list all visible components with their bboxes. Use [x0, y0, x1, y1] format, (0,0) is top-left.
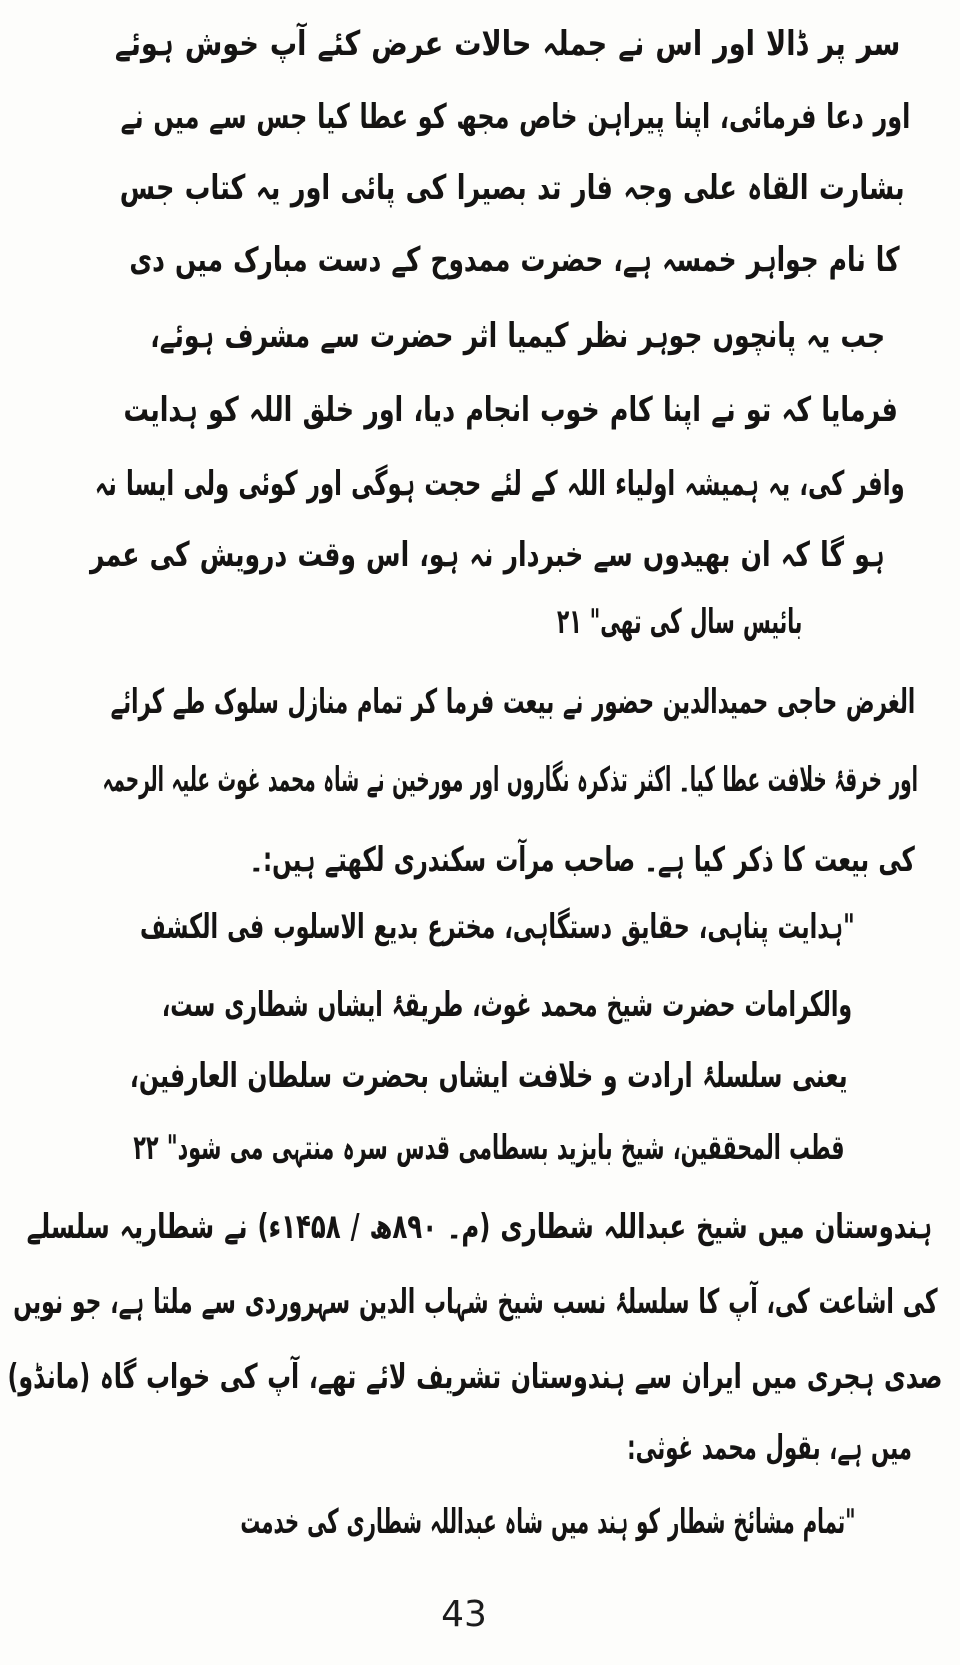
page-number: 43 — [441, 1594, 487, 1635]
text-line: یعنی سلسلۂ ارادت و خلافت ایشاں بحضرت سلطان العارفین، — [130, 1056, 848, 1096]
text-line: کی بیعت کا ذکر کیا ہے۔ صاحب مرآت سکندری لکھتے ہیں:۔ — [249, 840, 915, 880]
text-line: الغرض حاجی حمیدالدین حضور نے بیعت فرما کر تمام منازل سلوک طے کرائے — [110, 682, 915, 722]
text-line: صدی ہجری میں ایران سے ہندوستان تشریف لائے تھے، آپ کی خواب گاہ (مانڈو) — [7, 1357, 942, 1397]
text-line: اور خرقۂ خلافت عطا کیا۔ اکثر تذکرہ نگاروں اور مورخین نے شاہ محمد غوث علیہ الرحمہ — [102, 760, 918, 800]
text-line: ہندوستان میں شیخ عبداللہ شطاری (م۔ ۸۹۰ھ / ۱۴۵۸ء) نے شطاریہ سلسلے — [26, 1207, 932, 1247]
text-line: کا نام جواہر خمسہ ہے، حضرت ممدوح کے دست مبارک میں دی — [129, 240, 900, 280]
text-line: بائیس سال کی تھی" ۲۱ — [556, 602, 802, 642]
text-line: اور دعا فرمائی، اپنا پیراہن خاص مجھ کو عطا کیا جس سے میں نے — [120, 97, 910, 137]
text-line: ہو گا کہ ان بھیدوں سے خبردار نہ ہو، اس وقت درویش کی عمر — [90, 535, 885, 575]
text-line: بشارت القاہ علی وجہ فار تد بصیرا کی پائی اور یہ کتاب جس — [120, 168, 905, 208]
text-line: وافر کی، یہ ہمیشہ اولیاء اللہ کے لئے حجت ہوگی اور کوئی ولی ایسا نہ — [95, 464, 905, 504]
text-line: قطب المحققین، شیخ بایزید بسطامی قدس سرہ منتہی می شود" ۲۲ — [133, 1128, 846, 1168]
text-line: فرمایا کہ تو نے اپنا کام خوب انجام دیا، اور خلق اللہ کو ہدایت — [123, 390, 898, 430]
text-line: سر پر ڈالا اور اس نے جملہ حالات عرض کئے آپ خوش ہوئے — [114, 24, 900, 64]
text-line: کی اشاعت کی، آپ کا سلسلۂ نسب شیخ شہاب الدین سہروردی سے ملتا ہے، جو نویں — [13, 1282, 938, 1322]
text-line: میں ہے، بقول محمد غوثی: — [627, 1428, 912, 1468]
text-line: "تمام مشائخ شطار کو ہند میں شاہ عبداللہ شطاری کی خدمت — [239, 1502, 855, 1542]
text-line: والکرامات حضرت شیخ محمد غوث، طریقۂ ایشاں شطاری ست، — [161, 985, 852, 1025]
text-line: "ہدایت پناہی، حقایق دستگاہی، مخترع بدیع الاسلوب فی الکشف — [140, 907, 855, 947]
text-line: جب یہ پانچوں جوہر نظر کیمیا اثر حضرت سے مشرف ہوئے، — [150, 316, 885, 356]
